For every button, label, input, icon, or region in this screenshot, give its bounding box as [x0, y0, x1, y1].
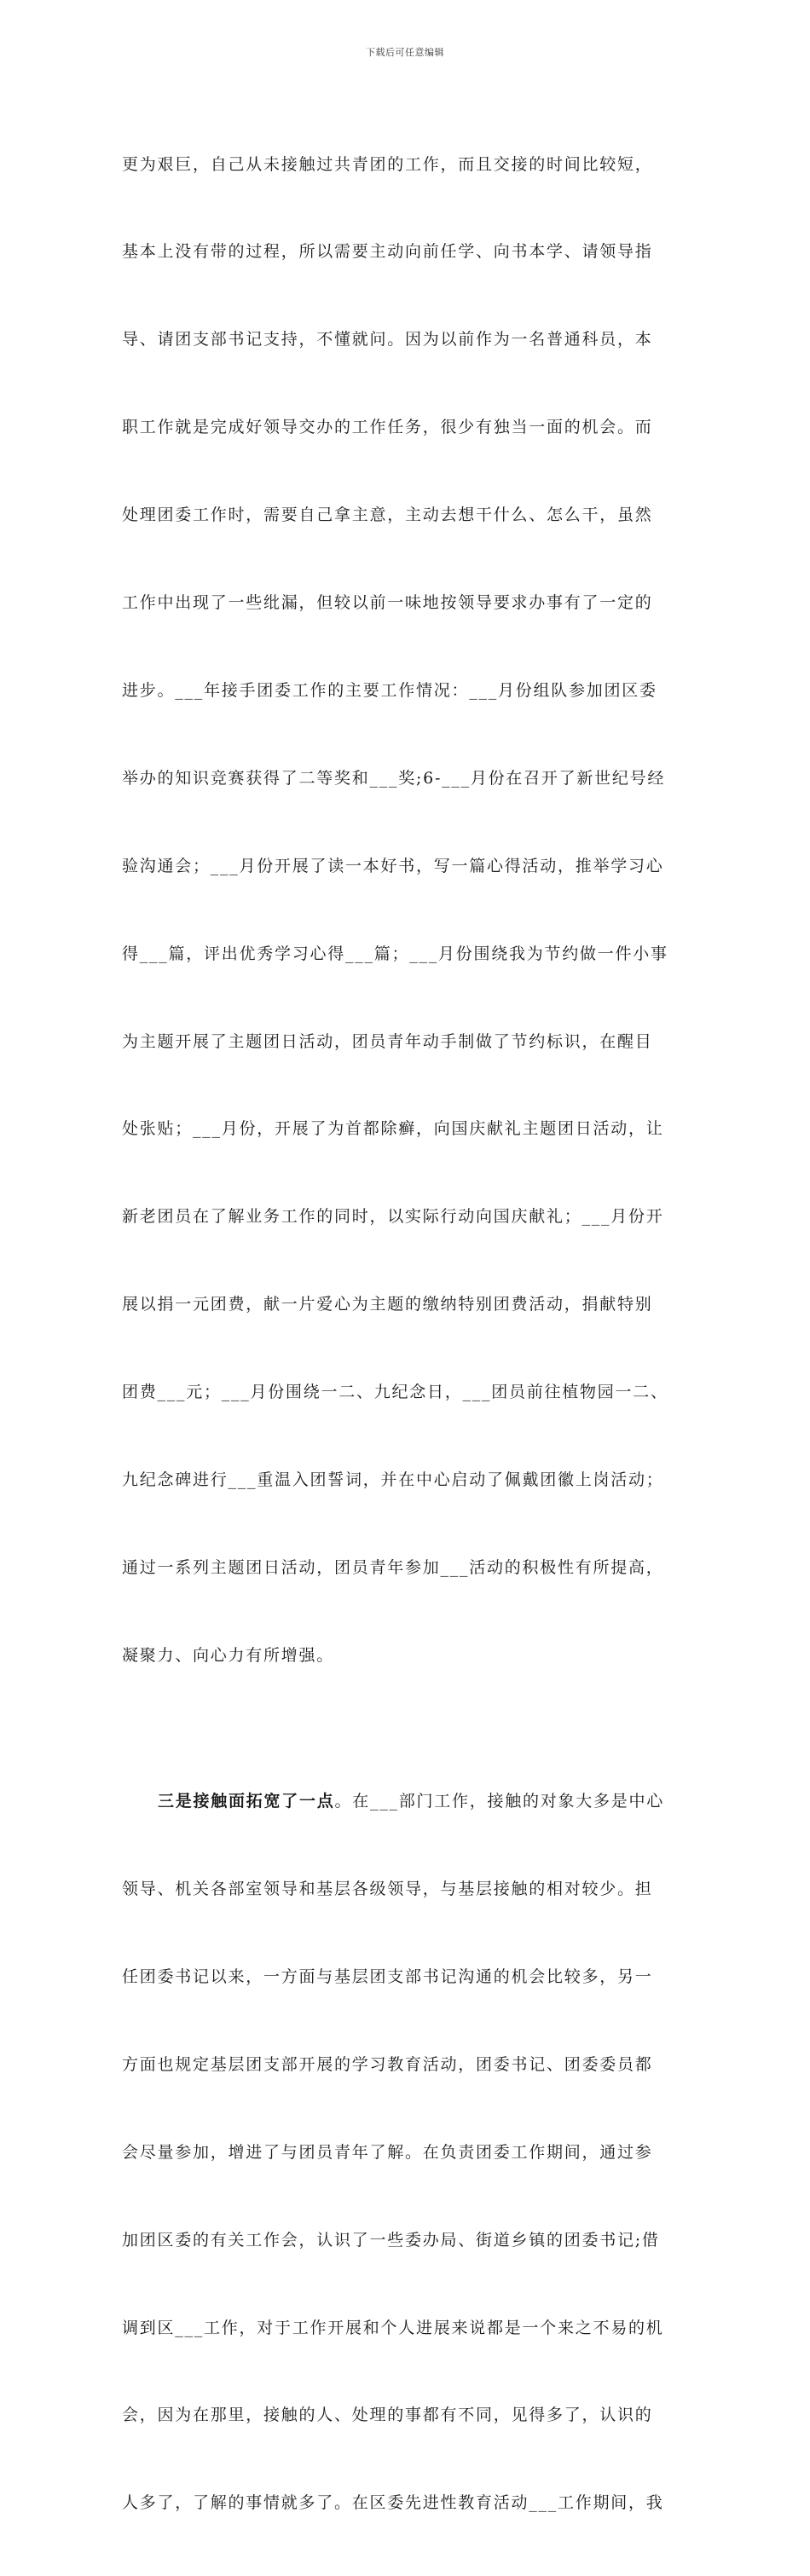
text-line: 为主题开展了主题团日活动，团员青年动手制做了节约标识，在醒目	[122, 1031, 653, 1051]
text-line: 举办的知识竞赛获得了二等奖和___奖;6-___月份在召开了新世纪号经	[122, 768, 666, 788]
text-line: 通过一系列主题团日活动，团员青年参加___活动的积极性有所提高，	[122, 1557, 664, 1577]
text-line: 更为艰巨，自己从未接触过共青团的工作，而且交接的时间比较短，	[122, 154, 653, 174]
text-line: 处张贴；___月份，开展了为首都除癣，向国庆献礼主题团日活动，让	[122, 1119, 664, 1139]
text-line: 凝聚力、向心力有所增强。	[122, 1645, 335, 1665]
text-line: 基本上没有带的过程，所以需要主动向前任学、向书本学、请领导指	[122, 242, 653, 262]
text-line: 展以捐一元团费，献一片爱心为主题的缴纳特别团费活动，捐献特别	[122, 1295, 653, 1314]
paragraph-continuation	[122, 91, 690, 1729]
text-line: 职工作就是完成好领导交办的工作任务，很少有独当一面的机会。而	[122, 418, 653, 437]
text-line: 九纪念碑进行___重温入团誓词，并在中心启动了佩戴团徽上岗活动；	[122, 1470, 664, 1489]
text-line: 会，因为在那里，接触的人、处理的事都有不同，见得多了，认识的	[122, 2406, 653, 2425]
text-line: 进步。___年接手团委工作的主要工作情况：___月份组队参加团区委	[122, 680, 657, 700]
text-line: 人多了，了解的事情就多了。在区委先进性教育活动___工作期间，我	[122, 2493, 664, 2513]
text-line: 领导、机关各部室领导和基层各级领导，与基层接触的相对较少。担	[122, 1880, 653, 1899]
page-header: 下载后可任意编辑	[366, 47, 444, 58]
text-line: 新老团员在了解业务工作的同时，以实际行动向国庆献礼；___月份开	[122, 1207, 664, 1227]
document-body	[122, 91, 690, 2576]
text-line: 调到区___工作，对于工作开展和个人进展来说都是一个来之不易的机	[122, 2318, 664, 2337]
text-line: 导、请团支部书记支持，不懂就问。因为以前作为一名普通科员，本	[122, 330, 653, 349]
heading-line-rest: 。在___部门工作，接触的对象大多是中心	[334, 1792, 665, 1811]
text-line-first	[122, 1787, 690, 1816]
text-line: 验沟通会；___月份开展了读一本好书，写一篇心得活动，推举学习心	[122, 856, 664, 875]
text-line: 方面也规定基层团支部开展的学习教育活动，团委书记、团委委员都	[122, 2054, 653, 2074]
text-line: 加团区委的有关工作会，认识了一些委办局、街道乡镇的团委书记;借	[122, 2230, 660, 2250]
section-heading: 三是接触面拓宽了一点	[158, 1792, 335, 1811]
text-line: 工作中出现了一些纰漏，但较以前一味地按领导要求办事有了一定的	[122, 593, 653, 613]
text-line: 得___篇，评出优秀学习心得___篇；___月份围绕我为节约做一件小事	[122, 944, 668, 963]
paragraph-contact-widened	[122, 1729, 690, 2576]
text-line: 会尽量参加，增进了与团员青年了解。在负责团委工作期间，通过参	[122, 2142, 653, 2162]
text-line: 任团委书记以来，一方面与基层团支部书记沟通的机会比较多，另一	[122, 1967, 653, 1986]
text-line: 处理团委工作时，需要自己拿主意，主动去想干什么、怎么干，虽然	[122, 505, 653, 525]
text-line: 团费___元；___月份围绕一二、九纪念日，___团员前往植物园一二、	[122, 1383, 668, 1402]
